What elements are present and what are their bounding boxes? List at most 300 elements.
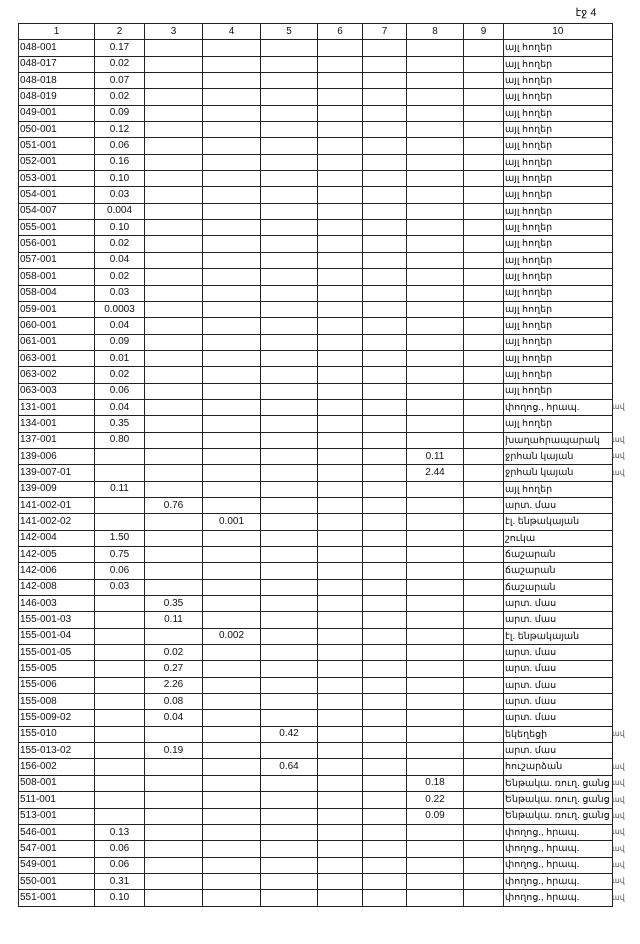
cell-col-5: [261, 318, 318, 334]
cell-col-6: [318, 890, 363, 906]
cell-col-6: [318, 269, 363, 285]
cell-col-2: 0.35: [95, 416, 145, 432]
margin-mark: ավ: [612, 876, 625, 886]
cell-col-7: [363, 350, 407, 366]
cell-col-3: [145, 841, 203, 857]
cell-col-1: 054-001: [19, 187, 95, 203]
cell-col-5: [261, 808, 318, 824]
table-row: [19, 138, 613, 154]
cell-col-2: [95, 514, 145, 530]
cell-col-10: այլ հողեր: [504, 171, 613, 187]
cell-col-9: [464, 203, 504, 219]
cell-col-4: [203, 661, 261, 677]
table-row: [19, 579, 613, 595]
cell-col-4: [203, 808, 261, 824]
cell-col-4: [203, 383, 261, 399]
cell-col-7: [363, 612, 407, 628]
cell-col-8: [407, 138, 464, 154]
table-row: [19, 203, 613, 219]
cell-col-4: [203, 579, 261, 595]
cell-col-4: [203, 694, 261, 710]
cell-col-10: փողոց., հրապ.: [504, 399, 613, 415]
cell-col-2: 0.80: [95, 432, 145, 448]
cell-col-1: 142-004: [19, 530, 95, 546]
column-header: 4: [203, 24, 261, 40]
cell-col-4: [203, 775, 261, 791]
cell-col-4: [203, 497, 261, 513]
table-row: [19, 497, 613, 513]
cell-col-9: [464, 808, 504, 824]
table-row: [19, 726, 613, 742]
cell-col-8: [407, 171, 464, 187]
cell-col-4: [203, 73, 261, 89]
cell-col-1: 048-017: [19, 56, 95, 72]
cell-col-3: [145, 547, 203, 563]
cell-col-3: 0.08: [145, 694, 203, 710]
cell-col-2: [95, 645, 145, 661]
table-row: [19, 743, 613, 759]
cell-col-9: [464, 890, 504, 906]
cell-col-3: [145, 563, 203, 579]
cell-col-5: [261, 285, 318, 301]
cell-col-10: ճաշարան: [504, 547, 613, 563]
cell-col-10: Ենթակա. ռուղ. ցանց: [504, 792, 613, 808]
cell-col-6: [318, 759, 363, 775]
cell-col-7: [363, 547, 407, 563]
table-row: [19, 481, 613, 497]
table-row: [19, 154, 613, 170]
cell-col-8: [407, 824, 464, 840]
cell-col-10: արտ. մաս: [504, 710, 613, 726]
cell-col-9: [464, 122, 504, 138]
cell-col-9: [464, 383, 504, 399]
table-row: [19, 252, 613, 268]
table-row: [19, 596, 613, 612]
cell-col-8: [407, 596, 464, 612]
cell-col-5: [261, 171, 318, 187]
cell-col-3: 0.04: [145, 710, 203, 726]
cell-col-1: 057-001: [19, 252, 95, 268]
cell-col-2: [95, 808, 145, 824]
cell-col-8: 0.22: [407, 792, 464, 808]
cell-col-2: 0.03: [95, 285, 145, 301]
table-row: [19, 694, 613, 710]
table-row: [19, 677, 613, 693]
cell-col-9: [464, 432, 504, 448]
table-row: [19, 645, 613, 661]
cell-col-10: այլ հողեր: [504, 481, 613, 497]
cell-col-4: [203, 873, 261, 889]
cell-col-1: 156-002: [19, 759, 95, 775]
cell-col-5: [261, 677, 318, 693]
cell-col-9: [464, 187, 504, 203]
cell-col-5: [261, 399, 318, 415]
cell-col-5: [261, 497, 318, 513]
cell-col-6: [318, 563, 363, 579]
cell-col-1: 139-007-01: [19, 465, 95, 481]
cell-col-5: [261, 220, 318, 236]
cell-col-6: [318, 187, 363, 203]
cell-col-3: [145, 171, 203, 187]
margin-mark: ավ: [612, 729, 625, 739]
table-row: [19, 301, 613, 317]
cell-col-7: [363, 203, 407, 219]
cell-col-6: [318, 628, 363, 644]
cell-col-4: [203, 645, 261, 661]
cell-col-6: [318, 40, 363, 56]
cell-col-8: [407, 285, 464, 301]
cell-col-6: [318, 497, 363, 513]
cell-col-10: այլ հողեր: [504, 89, 613, 105]
cell-col-7: [363, 677, 407, 693]
cell-col-9: [464, 138, 504, 154]
cell-col-6: [318, 808, 363, 824]
margin-mark: ավ: [612, 892, 625, 902]
margin-mark: ավ: [612, 467, 625, 477]
cell-col-10: էլ. ենթակայան: [504, 514, 613, 530]
cell-col-10: այլ հողեր: [504, 138, 613, 154]
cell-col-2: 0.09: [95, 105, 145, 121]
cell-col-4: [203, 841, 261, 857]
cell-col-6: [318, 105, 363, 121]
cell-col-2: 0.06: [95, 563, 145, 579]
cell-col-8: [407, 694, 464, 710]
cell-col-2: 0.03: [95, 579, 145, 595]
cell-col-2: [95, 497, 145, 513]
table-row: [19, 775, 613, 791]
table-row: [19, 448, 613, 464]
cell-col-9: [464, 824, 504, 840]
cell-col-6: [318, 203, 363, 219]
cell-col-3: [145, 89, 203, 105]
cell-col-10: էլ. ենթակայան: [504, 628, 613, 644]
cell-col-5: [261, 661, 318, 677]
cell-col-10: այլ հողեր: [504, 236, 613, 252]
cell-col-10: արտ. մաս: [504, 677, 613, 693]
cell-col-9: [464, 105, 504, 121]
cell-col-7: [363, 465, 407, 481]
cell-col-2: [95, 596, 145, 612]
cell-col-8: [407, 350, 464, 366]
cell-col-10: այլ հողեր: [504, 301, 613, 317]
cell-col-2: [95, 628, 145, 644]
cell-col-8: 0.11: [407, 448, 464, 464]
cell-col-4: [203, 726, 261, 742]
cell-col-4: [203, 203, 261, 219]
table-row: [19, 890, 613, 906]
cell-col-4: [203, 824, 261, 840]
cell-col-4: [203, 220, 261, 236]
cell-col-2: 0.11: [95, 481, 145, 497]
cell-col-4: [203, 40, 261, 56]
cell-col-5: [261, 56, 318, 72]
cell-col-7: [363, 171, 407, 187]
cell-col-5: [261, 694, 318, 710]
cell-col-9: [464, 612, 504, 628]
cell-col-8: [407, 236, 464, 252]
cell-col-4: [203, 56, 261, 72]
cell-col-7: [363, 628, 407, 644]
cell-col-5: [261, 367, 318, 383]
cell-col-7: [363, 73, 407, 89]
cell-col-3: [145, 775, 203, 791]
cell-col-9: [464, 171, 504, 187]
cell-col-6: [318, 792, 363, 808]
cell-col-8: [407, 318, 464, 334]
cell-col-7: [363, 40, 407, 56]
cell-col-2: 0.01: [95, 350, 145, 366]
table-row: [19, 73, 613, 89]
cell-col-5: [261, 89, 318, 105]
cell-col-6: [318, 857, 363, 873]
cell-col-7: [363, 514, 407, 530]
cell-col-4: [203, 563, 261, 579]
margin-mark: ավ: [612, 843, 625, 853]
cell-col-2: 0.10: [95, 890, 145, 906]
cell-col-3: [145, 236, 203, 252]
cell-col-2: 0.07: [95, 73, 145, 89]
cell-col-1: 063-003: [19, 383, 95, 399]
cell-col-6: [318, 596, 363, 612]
cell-col-3: [145, 530, 203, 546]
cell-col-6: [318, 465, 363, 481]
cell-col-1: 139-006: [19, 448, 95, 464]
cell-col-2: [95, 759, 145, 775]
cell-col-9: [464, 318, 504, 334]
cell-col-1: 049-001: [19, 105, 95, 121]
cell-col-2: [95, 612, 145, 628]
cell-col-8: [407, 514, 464, 530]
cell-col-10: ճաշարան: [504, 563, 613, 579]
cell-col-3: [145, 301, 203, 317]
cell-col-1: 547-001: [19, 841, 95, 857]
cell-col-4: [203, 105, 261, 121]
cell-col-3: 0.35: [145, 596, 203, 612]
cell-col-1: 155-010: [19, 726, 95, 742]
table-row: [19, 873, 613, 889]
cell-col-1: 155-006: [19, 677, 95, 693]
cell-col-8: [407, 645, 464, 661]
table-row: [19, 628, 613, 644]
cell-col-1: 155-009-02: [19, 710, 95, 726]
cell-col-5: [261, 481, 318, 497]
cell-col-8: [407, 710, 464, 726]
cell-col-6: [318, 138, 363, 154]
cell-col-4: [203, 122, 261, 138]
cell-col-3: [145, 334, 203, 350]
cell-col-6: [318, 252, 363, 268]
cell-col-1: 155-008: [19, 694, 95, 710]
cell-col-9: [464, 285, 504, 301]
cell-col-3: [145, 873, 203, 889]
cell-col-9: [464, 645, 504, 661]
cell-col-8: [407, 743, 464, 759]
cell-col-8: [407, 661, 464, 677]
cell-col-3: [145, 432, 203, 448]
cell-col-5: [261, 301, 318, 317]
cell-col-7: [363, 873, 407, 889]
cell-col-6: [318, 350, 363, 366]
cell-col-6: [318, 775, 363, 791]
cell-col-1: 141-002-01: [19, 497, 95, 513]
cell-col-8: [407, 677, 464, 693]
cell-col-7: [363, 792, 407, 808]
cell-col-1: 511-001: [19, 792, 95, 808]
cell-col-8: [407, 40, 464, 56]
cell-col-3: 0.27: [145, 661, 203, 677]
cell-col-1: 051-001: [19, 138, 95, 154]
cell-col-2: 0.75: [95, 547, 145, 563]
cell-col-10: այլ հողեր: [504, 285, 613, 301]
cell-col-1: 155-001-03: [19, 612, 95, 628]
cell-col-7: [363, 432, 407, 448]
cell-col-4: [203, 350, 261, 366]
cell-col-9: [464, 416, 504, 432]
cell-col-3: [145, 252, 203, 268]
cell-col-9: [464, 661, 504, 677]
cell-col-2: 0.02: [95, 367, 145, 383]
cell-col-1: 060-001: [19, 318, 95, 334]
cell-col-1: 134-001: [19, 416, 95, 432]
cell-col-1: 142-005: [19, 547, 95, 563]
table-row: [19, 334, 613, 350]
cell-col-1: 141-002-02: [19, 514, 95, 530]
cell-col-2: [95, 710, 145, 726]
cell-col-10: խաղահրապարակ: [504, 432, 613, 448]
cell-col-9: [464, 547, 504, 563]
cell-col-1: 061-001: [19, 334, 95, 350]
cell-col-4: [203, 759, 261, 775]
cell-col-7: [363, 285, 407, 301]
cell-col-2: 0.03: [95, 187, 145, 203]
cell-col-9: [464, 857, 504, 873]
table-row: [19, 318, 613, 334]
cell-col-1: 508-001: [19, 775, 95, 791]
cell-col-2: 0.02: [95, 89, 145, 105]
cell-col-2: 0.09: [95, 334, 145, 350]
cell-col-3: [145, 808, 203, 824]
table-row: [19, 187, 613, 203]
cell-col-9: [464, 40, 504, 56]
cell-col-5: 0.64: [261, 759, 318, 775]
cell-col-1: 546-001: [19, 824, 95, 840]
cell-col-1: 058-004: [19, 285, 95, 301]
cell-col-5: [261, 612, 318, 628]
cell-col-7: [363, 105, 407, 121]
cell-col-5: [261, 416, 318, 432]
cell-col-4: [203, 252, 261, 268]
cell-col-8: [407, 890, 464, 906]
cell-col-5: [261, 873, 318, 889]
cell-col-10: այլ հողեր: [504, 187, 613, 203]
cell-col-2: [95, 743, 145, 759]
cell-col-1: 050-001: [19, 122, 95, 138]
table-row: [19, 841, 613, 857]
cell-col-10: այլ հողեր: [504, 383, 613, 399]
cell-col-5: [261, 465, 318, 481]
column-header: 3: [145, 24, 203, 40]
cell-col-4: 0.001: [203, 514, 261, 530]
cell-col-3: [145, 203, 203, 219]
cell-col-2: 0.06: [95, 383, 145, 399]
cell-col-6: [318, 432, 363, 448]
cell-col-8: [407, 56, 464, 72]
cell-col-6: [318, 710, 363, 726]
cell-col-1: 137-001: [19, 432, 95, 448]
cell-col-9: [464, 596, 504, 612]
cell-col-3: [145, 448, 203, 464]
cell-col-6: [318, 514, 363, 530]
cell-col-7: [363, 220, 407, 236]
margin-mark: ավ: [612, 811, 625, 820]
cell-col-9: [464, 269, 504, 285]
cell-col-2: [95, 694, 145, 710]
cell-col-7: [363, 743, 407, 759]
cell-col-2: 0.02: [95, 236, 145, 252]
cell-col-7: [363, 138, 407, 154]
cell-col-2: 0.02: [95, 269, 145, 285]
cell-col-7: [363, 530, 407, 546]
cell-col-3: 0.11: [145, 612, 203, 628]
cell-col-3: 0.76: [145, 497, 203, 513]
cell-col-6: [318, 873, 363, 889]
cell-col-3: [145, 122, 203, 138]
cell-col-10: արտ. մաս: [504, 743, 613, 759]
cell-col-6: [318, 236, 363, 252]
cell-col-4: [203, 547, 261, 563]
cell-col-6: [318, 547, 363, 563]
cell-col-3: [145, 105, 203, 121]
margin-mark: ավ: [612, 860, 625, 870]
cell-col-9: [464, 220, 504, 236]
cell-col-5: [261, 383, 318, 399]
table-row: [19, 792, 613, 808]
cell-col-9: [464, 743, 504, 759]
cell-col-6: [318, 579, 363, 595]
cell-col-6: [318, 694, 363, 710]
cell-col-3: [145, 857, 203, 873]
cell-col-5: [261, 645, 318, 661]
cell-col-7: [363, 269, 407, 285]
cell-col-8: [407, 220, 464, 236]
cell-col-4: [203, 285, 261, 301]
table-row: [19, 824, 613, 840]
column-header: 5: [261, 24, 318, 40]
cell-col-10: ջրհան կայան: [504, 448, 613, 464]
cell-col-1: 550-001: [19, 873, 95, 889]
table-row: [19, 383, 613, 399]
cell-col-6: [318, 448, 363, 464]
cell-col-1: 055-001: [19, 220, 95, 236]
table-row: [19, 563, 613, 579]
cell-col-8: [407, 252, 464, 268]
cell-col-6: [318, 416, 363, 432]
cell-col-6: [318, 56, 363, 72]
cell-col-3: [145, 350, 203, 366]
cell-col-10: շուկա: [504, 530, 613, 546]
cell-col-5: [261, 105, 318, 121]
cell-col-1: 155-013-02: [19, 743, 95, 759]
cell-col-4: [203, 890, 261, 906]
cell-col-8: [407, 857, 464, 873]
cell-col-10: փողոց., հրապ.: [504, 841, 613, 857]
cell-col-9: [464, 367, 504, 383]
cell-col-8: [407, 187, 464, 203]
cell-col-6: [318, 73, 363, 89]
cell-col-3: [145, 285, 203, 301]
cell-col-6: [318, 645, 363, 661]
cell-col-1: 053-001: [19, 171, 95, 187]
